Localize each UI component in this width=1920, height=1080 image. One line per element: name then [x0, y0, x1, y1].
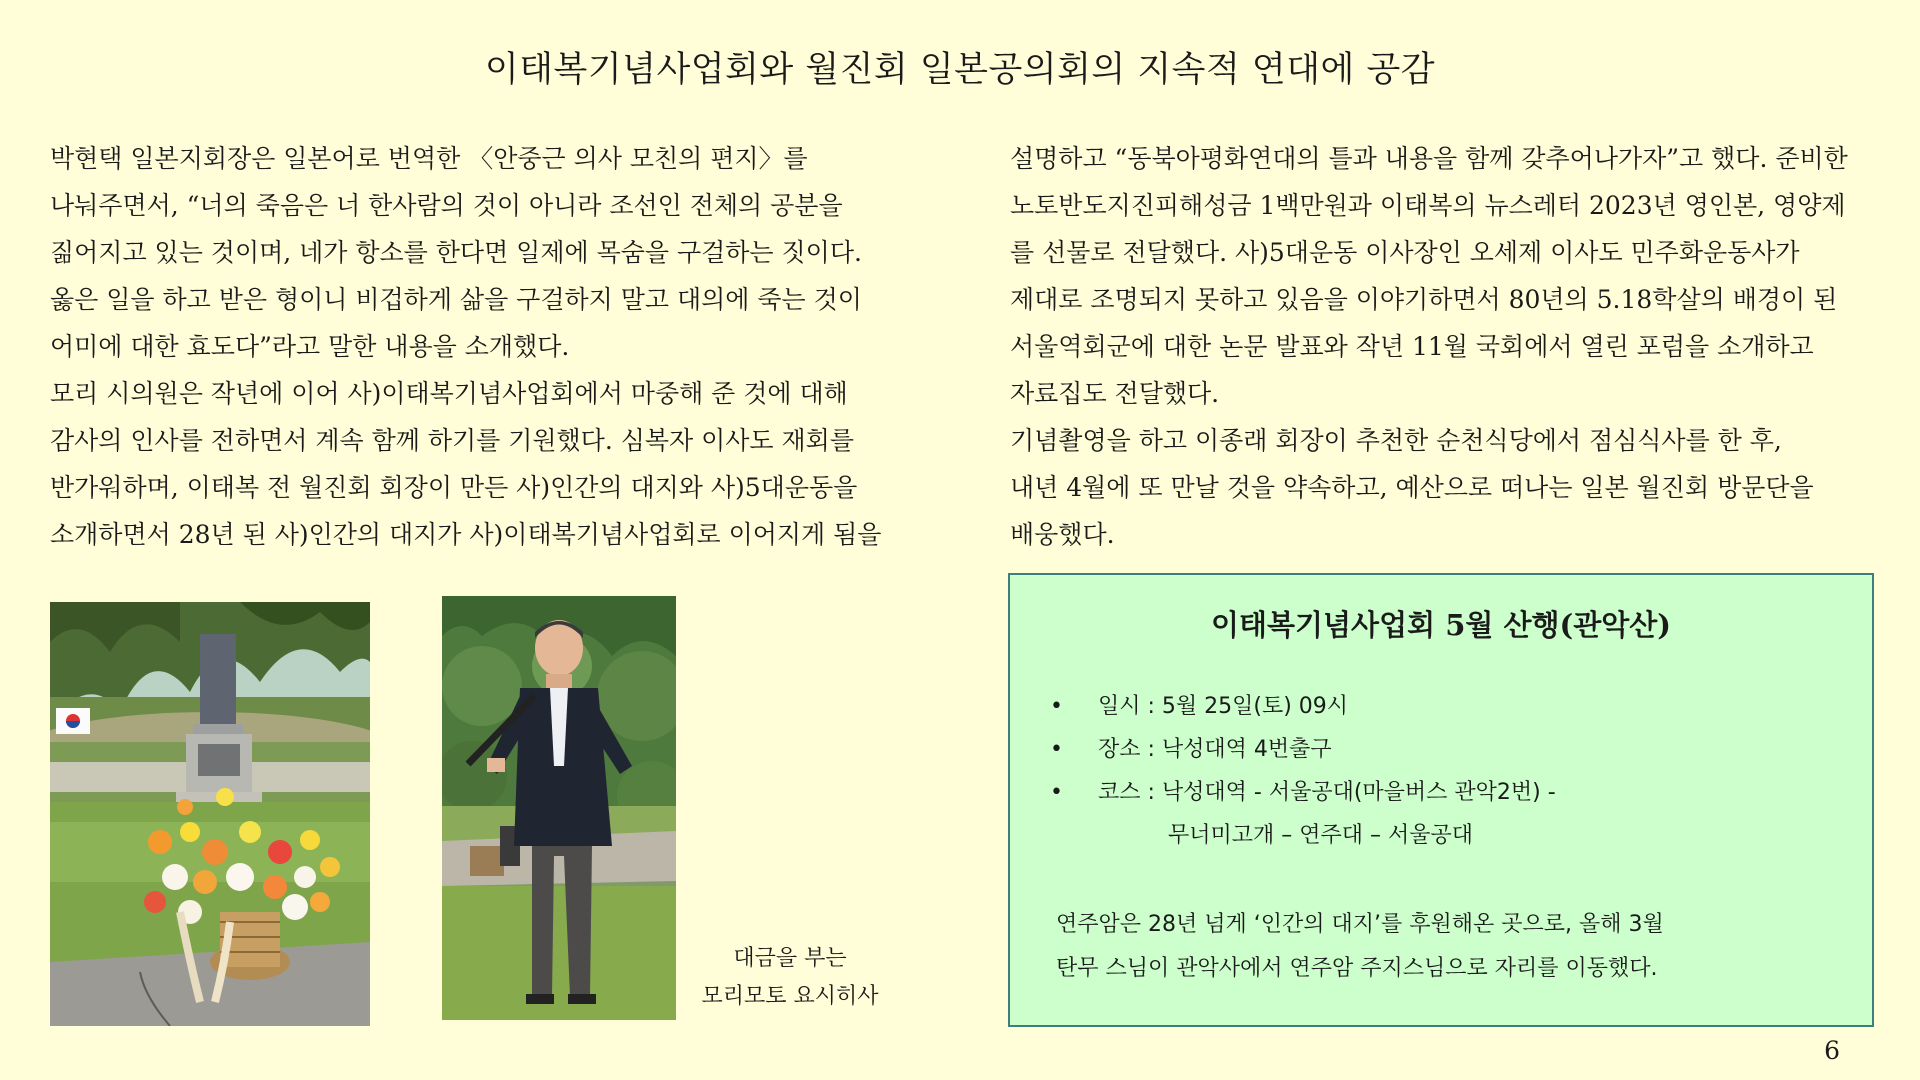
article-line: 감사의 인사를 전하면서 계속 함께 하기를 기원했다. 심복자 이사도 재회를 — [50, 426, 854, 455]
article-line: 서울역회군에 대한 논문 발표와 작년 11월 국회에서 열린 포럼을 소개하고 — [1010, 332, 1814, 361]
notice-place: 장소 : 낙성대역 4번출구 — [1098, 737, 1332, 762]
article-line: 어미에 대한 효도다”라고 말한 내용을 소개했다. — [50, 332, 570, 361]
right-article-column — [1010, 135, 1880, 558]
article-line: 노토반도지진피해성금 1백만원과 이태복의 뉴스레터 2023년 영인본, 영양제 — [1010, 191, 1846, 220]
caption-line: 모리모토 요시히사 — [701, 984, 879, 1009]
article-line: 자료집도 전달했다. — [1010, 379, 1220, 408]
notice-date: 일시 : 5월 25일(토) 09시 — [1098, 694, 1349, 719]
list-item — [1050, 685, 1556, 728]
article-line: 를 선물로 전달했다. 사)5대운동 이사장인 오세제 이사도 민주화운동사가 — [1010, 238, 1800, 267]
article-line: 반가워하며, 이태복 전 월진회 회장이 만든 사)인간의 대지와 사)5대운동을 — [50, 473, 858, 502]
hiking-notice-box — [1008, 573, 1874, 1027]
article-line: 모리 시의원은 작년에 이어 사)이태복기념사업회에서 마중해 준 것에 대해 — [50, 379, 848, 408]
left-article-column — [50, 135, 930, 558]
notice-course: 코스 : 낙성대역 - 서울공대(마을버스 관악2번) - — [1098, 780, 1556, 805]
page-number: 6 — [1824, 1036, 1840, 1065]
daegeum-player-photo — [442, 596, 676, 1020]
article-line: 배웅했다. — [1010, 520, 1115, 549]
caption-line: 대금을 부는 — [733, 946, 847, 971]
article-line: 설명하고 “동북아평화연대의 틀과 내용을 함께 갖추어나가자”고 했다. 준비한 — [1010, 144, 1848, 173]
photo-caption — [680, 940, 900, 1016]
bullet-icon: • — [1050, 694, 1063, 719]
article-line: 기념촬영을 하고 이종래 회장이 추천한 순천식당에서 점심식사를 한 후, — [1010, 426, 1782, 455]
note-line: 연주암은 28년 넘게 ‘인간의 대지’를 후원해온 곳으로, 올해 3월 — [1056, 912, 1664, 937]
bullet-icon: • — [1050, 737, 1063, 762]
bullet-icon: • — [1050, 780, 1063, 805]
page-title: 이태복기념사업회와 월진회 일본공의회의 지속적 연대에 공감 — [484, 50, 1436, 90]
article-line: 소개하면서 28년 된 사)인간의 대지가 사)이태복기념사업회로 이어지게 됨을 — [50, 520, 882, 549]
notice-title: 이태복기념사업회 5월 산행(관악산) — [1210, 608, 1671, 642]
list-item — [1050, 771, 1556, 814]
article-line: 제대로 조명되지 못하고 있음을 이야기하면서 80년의 5.18학살의 배경이 된 — [1010, 285, 1838, 314]
article-line: 내년 4월에 또 만날 것을 약속하고, 예산으로 떠나는 일본 월진회 방문단을 — [1010, 473, 1814, 502]
notice-note — [1056, 903, 1664, 991]
notice-details-list — [1050, 685, 1556, 857]
article-line: 박현택 일본지회장은 일본어로 번역한 〈안중근 의사 모친의 편지〉를 — [50, 144, 808, 173]
memorial-flower-photo — [50, 602, 370, 1026]
notice-course-continuation: 무너미고개 – 연주대 – 서울공대 — [1168, 823, 1473, 848]
article-line: 옳은 일을 하고 받은 형이니 비겁하게 삶을 구걸하지 말고 대의에 죽는 것이 — [50, 285, 862, 314]
article-line: 나눠주면서, “너의 죽음은 너 한사람의 것이 아니라 조선인 전체의 공분을 — [50, 191, 843, 220]
list-item — [1050, 728, 1556, 771]
article-line: 짊어지고 있는 것이며, 네가 항소를 한다면 일제에 목숨을 구걸하는 짓이다. — [50, 238, 862, 267]
note-line: 탄무 스님이 관악사에서 연주암 주지스님으로 자리를 이동했다. — [1056, 956, 1658, 981]
